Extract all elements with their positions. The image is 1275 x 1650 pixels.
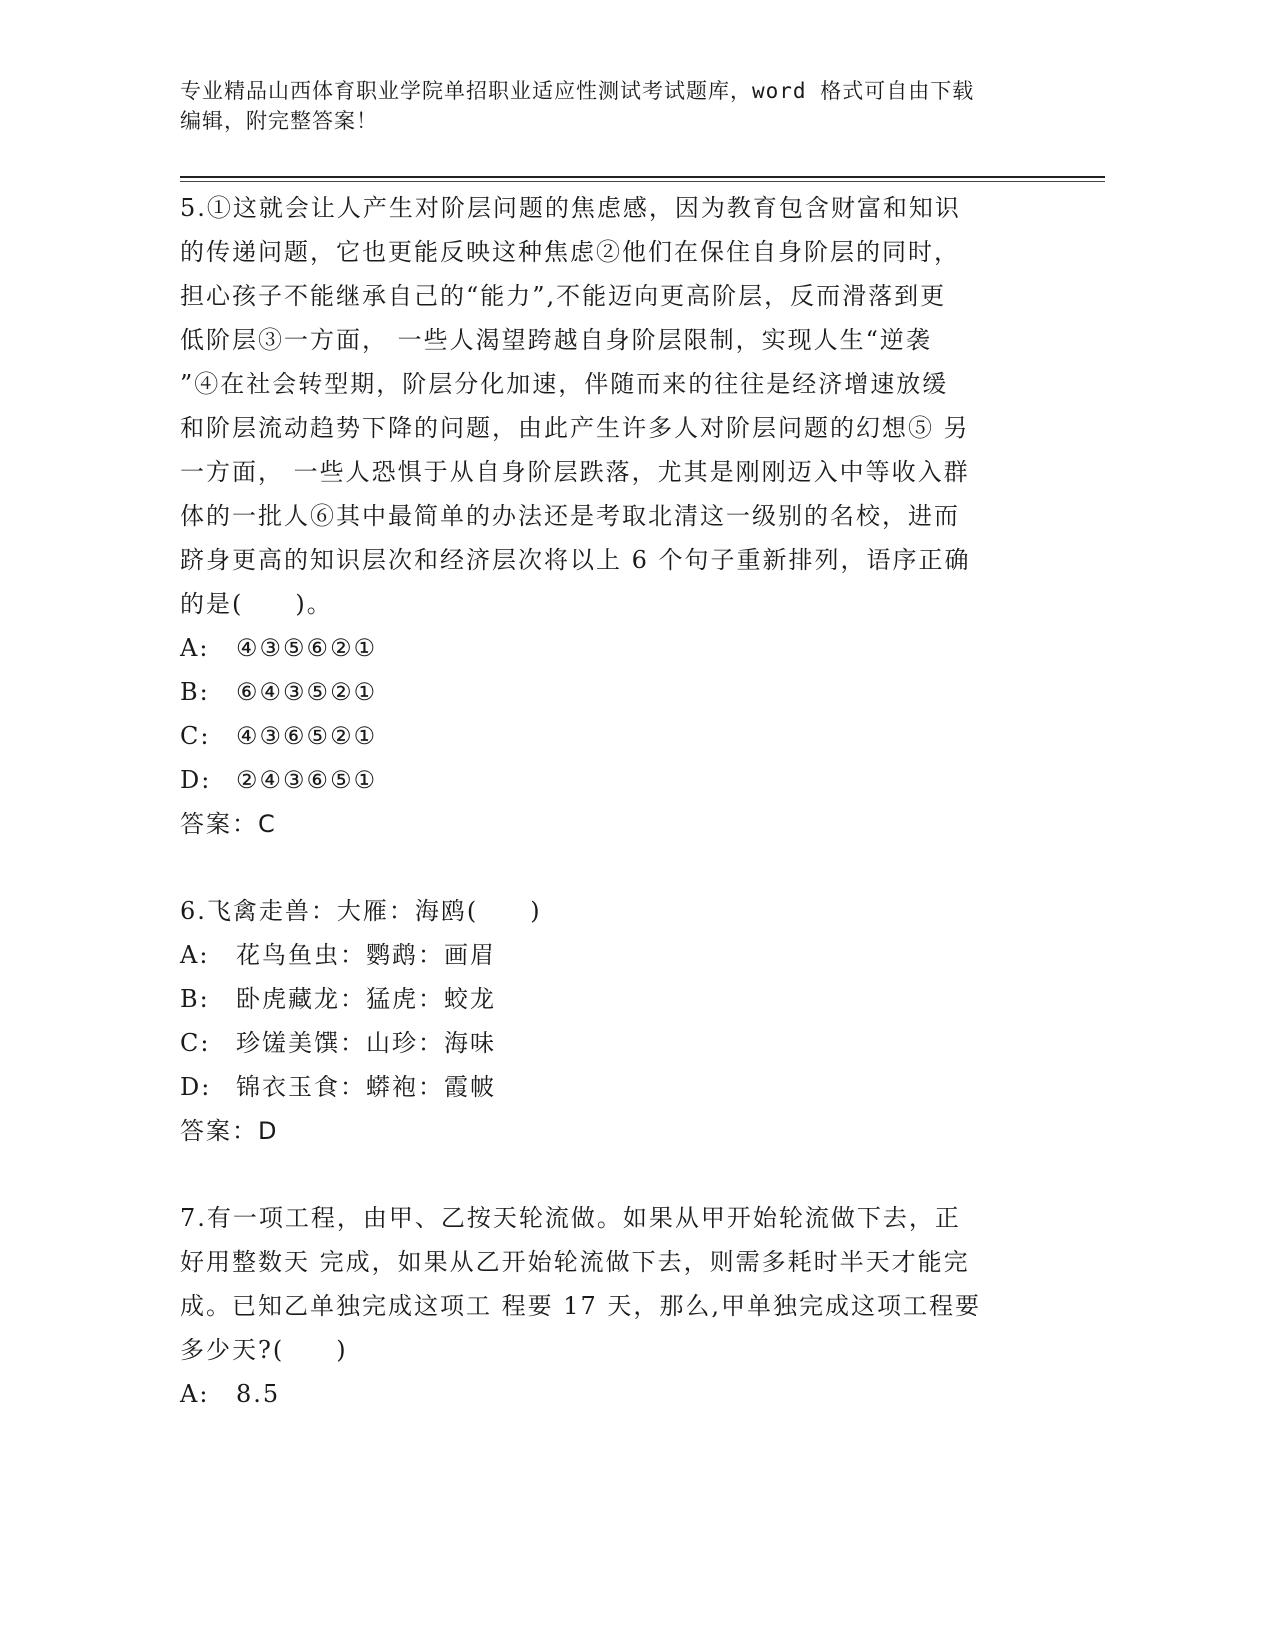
question-line: 和阶层流动趋势下降的问题，由此产生许多人对阶层问题的幻想⑤ 另 [180, 414, 970, 442]
question-5 [180, 186, 1040, 846]
header-line-2: 编辑，附完整答案！ [180, 109, 378, 133]
option-key: B: [180, 678, 210, 706]
question-line: 的传递问题，它也更能反映这种焦虑②他们在保住自身阶层的同时， [180, 238, 960, 266]
option-a [180, 933, 1040, 977]
document-body [180, 186, 1040, 1416]
option-key: A: [180, 941, 210, 969]
question-line: 5.①这就会让人产生对阶层问题的焦虑感，因为教育包含财富和知识 [180, 194, 961, 222]
question-line: 好用整数天 完成，如果从乙开始轮流做下去，则需多耗时半天才能完 [180, 1248, 970, 1276]
option-a [180, 626, 1040, 670]
option-key: C: [180, 722, 211, 750]
question-spacer [180, 1153, 1040, 1196]
option-text: ④③⑤⑥②① [236, 634, 378, 662]
option-b [180, 670, 1040, 714]
option-key: D: [180, 1073, 212, 1101]
question-line: 7.有一项工程，由甲、乙按天轮流做。如果从甲开始轮流做下去，正 [180, 1204, 961, 1232]
question-line: 跻身更高的知识层次和经济层次将以上 6 个句子重新排列，语序正确 [180, 546, 971, 574]
option-key: D: [180, 766, 212, 794]
question-line: 体的一批人⑥其中最简单的办法还是考取北清这一级别的名校，进而 [180, 502, 960, 530]
question-line: ”④在社会转型期，阶层分化加速，伴随而来的往往是经济增速放缓 [180, 370, 949, 398]
option-a [180, 1372, 1040, 1416]
question-6 [180, 889, 1040, 1153]
option-d [180, 1065, 1040, 1109]
option-text: 8.5 [236, 1380, 281, 1408]
question-line: 的是( )。 [180, 590, 333, 618]
question-line: 低阶层③一方面， 一些人渴望跨越自身阶层限制，实现人生“逆袭 [180, 326, 932, 354]
question-line: 6.飞禽走兽：大雁：海鸥( ) [180, 897, 542, 925]
header-line-1: 专业精品山西体育职业学院单招职业适应性测试考试题库，word 格式可自由下载 [180, 79, 975, 103]
option-text: 锦衣玉食：蟒袍：霞帔 [236, 1073, 496, 1101]
answer-line: 答案：C [180, 810, 277, 838]
option-text: 卧虎藏龙：猛虎：蛟龙 [236, 985, 496, 1013]
option-key: A: [180, 634, 210, 662]
option-key: B: [180, 985, 210, 1013]
option-key: A: [180, 1380, 210, 1408]
question-line: 成。已知乙单独完成这项工 程要 17 天，那么,甲单独完成这项工程要 [180, 1292, 982, 1320]
option-key: C: [180, 1029, 211, 1057]
header-divider-thick [180, 176, 1105, 178]
answer-line: 答案：D [180, 1117, 279, 1145]
option-d [180, 758, 1040, 802]
question-line: 一方面， 一些人恐惧于从自身阶层跌落，尤其是刚刚迈入中等收入群 [180, 458, 970, 486]
question-line: 担心孩子不能继承自己的“能力”,不能迈向更高阶层，反而滑落到更 [180, 282, 947, 310]
option-text: ⑥④③⑤②① [236, 678, 378, 706]
option-text: ②④③⑥⑤① [236, 766, 378, 794]
option-text: 珍馐美馔：山珍：海味 [236, 1029, 496, 1057]
option-text: 花鸟鱼虫：鹦鹉：画眉 [236, 941, 496, 969]
header-divider-thin [180, 181, 1105, 182]
document-header [180, 76, 1030, 136]
option-b [180, 977, 1040, 1021]
question-7 [180, 1196, 1040, 1416]
question-5-text [180, 186, 1040, 626]
question-line: 多少天?( ) [180, 1336, 348, 1364]
option-c [180, 714, 1040, 758]
option-c [180, 1021, 1040, 1065]
option-text: ④③⑥⑤②① [236, 722, 378, 750]
question-spacer [180, 846, 1040, 889]
